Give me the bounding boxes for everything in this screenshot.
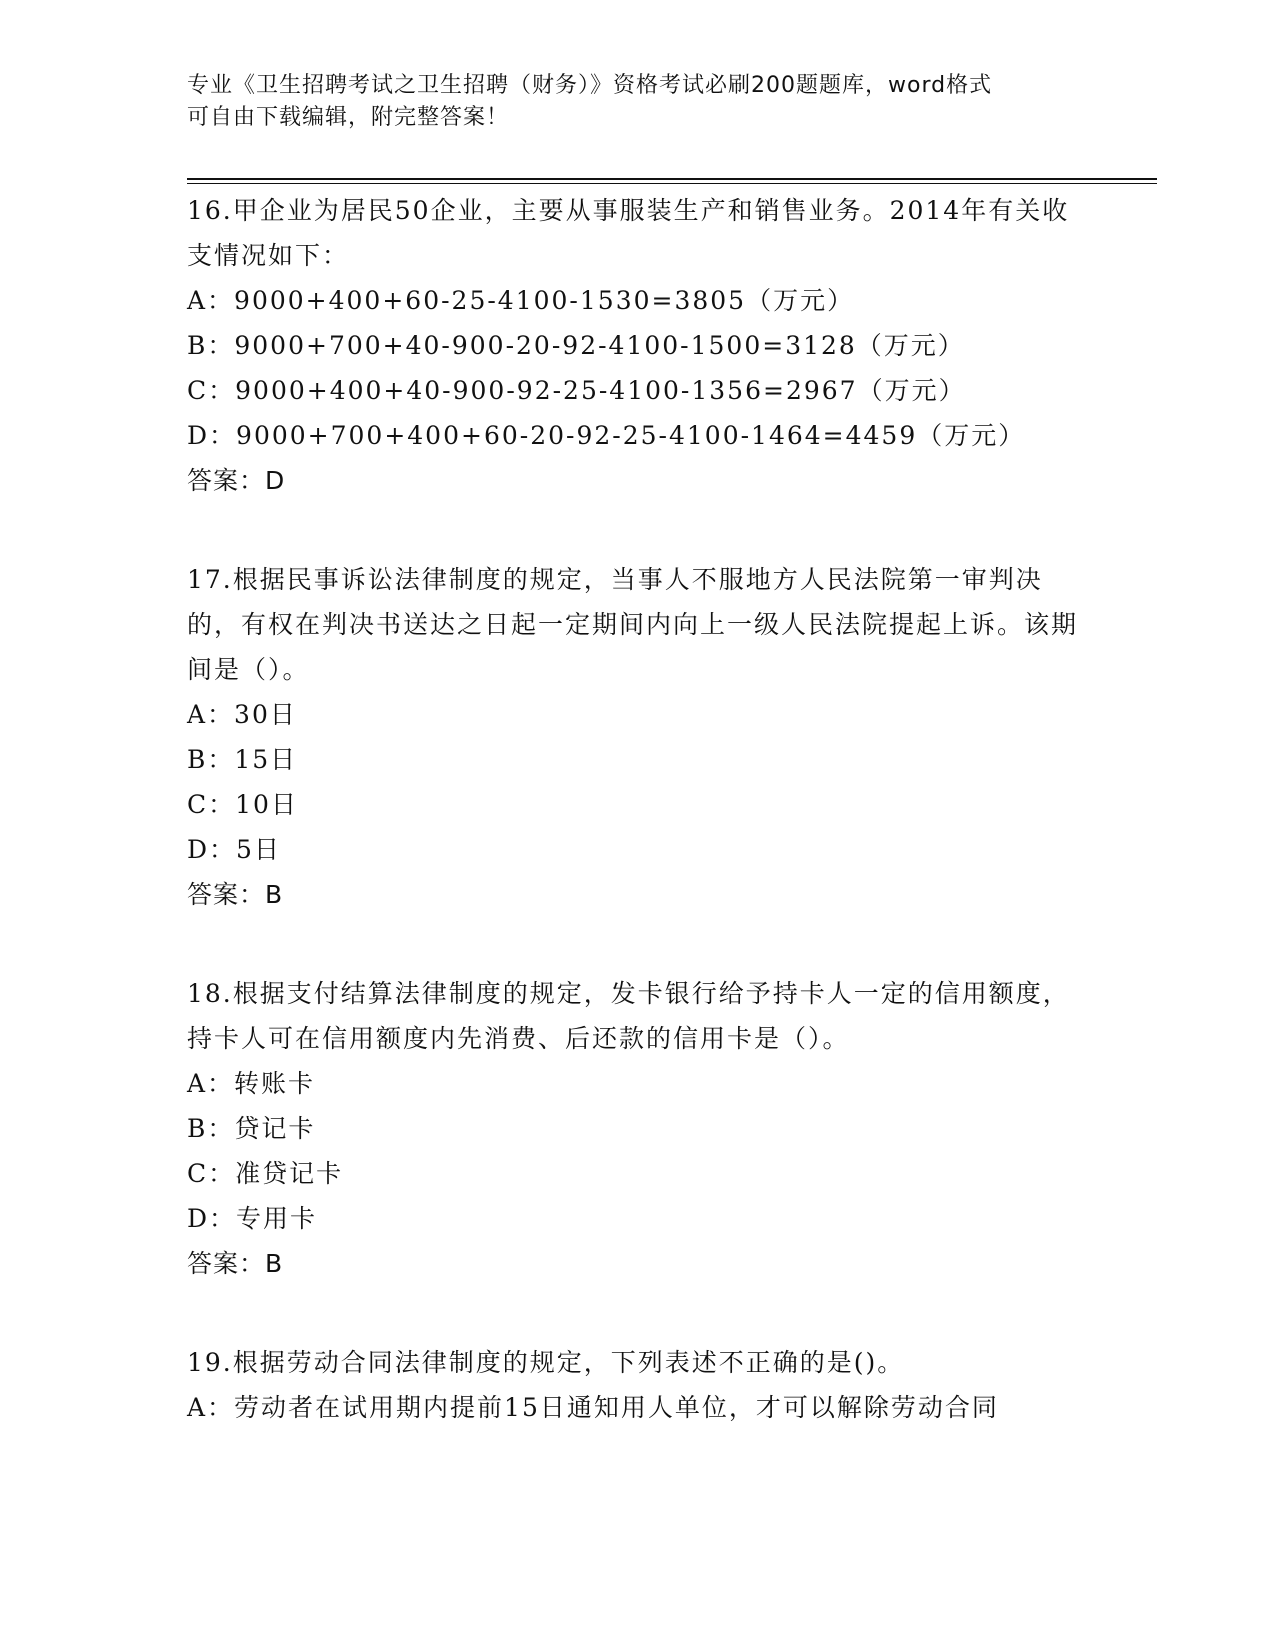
answer-line: 答案：B <box>187 880 284 909</box>
option-d: D：专用卡 <box>187 1204 318 1233</box>
question-17 <box>187 557 1087 917</box>
header-divider-thin <box>187 183 1157 184</box>
question-spacer <box>187 917 1087 971</box>
option-b: B：15日 <box>187 745 298 774</box>
question-18 <box>187 971 1087 1286</box>
question-stem: 17.根据民事诉讼法律制度的规定，当事人不服地方人民法院第一审判决的，有权在判决书送达之日起一定期间内向上一级人民法院提起上诉。该期间是（）。 <box>187 565 1079 684</box>
question-spacer <box>187 503 1087 557</box>
answer-line: 答案：D <box>187 466 286 495</box>
answer-line: 答案：B <box>187 1249 284 1278</box>
option-d: D：5日 <box>187 835 281 864</box>
option-c: C：9000+400+40-900-92-25-4100-1356=2967（万元） <box>187 376 966 405</box>
option-a: A：转账卡 <box>187 1069 316 1098</box>
question-list <box>187 188 1087 1430</box>
question-stem: 16.甲企业为居民50企业，主要从事服装生产和销售业务。2014年有关收支情况如下： <box>187 196 1070 270</box>
option-b: B：9000+700+40-900-20-92-4100-1500=3128（万元） <box>187 331 965 360</box>
header-title-line-2: 可自由下载编辑，附完整答案！ <box>187 105 510 130</box>
option-a: A：劳动者在试用期内提前15日通知用人单位，才可以解除劳动合同 <box>187 1393 999 1422</box>
question-16 <box>187 188 1087 503</box>
option-c: C：准贷记卡 <box>187 1159 344 1188</box>
header-divider-thick <box>187 178 1157 180</box>
option-a: A：30日 <box>187 700 297 729</box>
question-stem: 18.根据支付结算法律制度的规定，发卡银行给予持卡人一定的信用额度，持卡人可在信用额度内先消费、后还款的信用卡是（）。 <box>187 979 1070 1053</box>
header-title-line-1: 专业《卫生招聘考试之卫生招聘（财务）》资格考试必刷200题题库，word格式 <box>187 73 993 98</box>
document-header <box>187 70 1067 134</box>
option-d: D：9000+700+400+60-20-92-25-4100-1464=4459（万元） <box>187 421 1026 450</box>
question-spacer <box>187 1286 1087 1340</box>
question-19 <box>187 1340 1087 1430</box>
question-stem: 19.根据劳动合同法律制度的规定，下列表述不正确的是()。 <box>187 1348 905 1377</box>
option-a: A：9000+400+60-25-4100-1530=3805（万元） <box>187 286 855 315</box>
option-b: B：贷记卡 <box>187 1114 316 1143</box>
option-c: C：10日 <box>187 790 298 819</box>
